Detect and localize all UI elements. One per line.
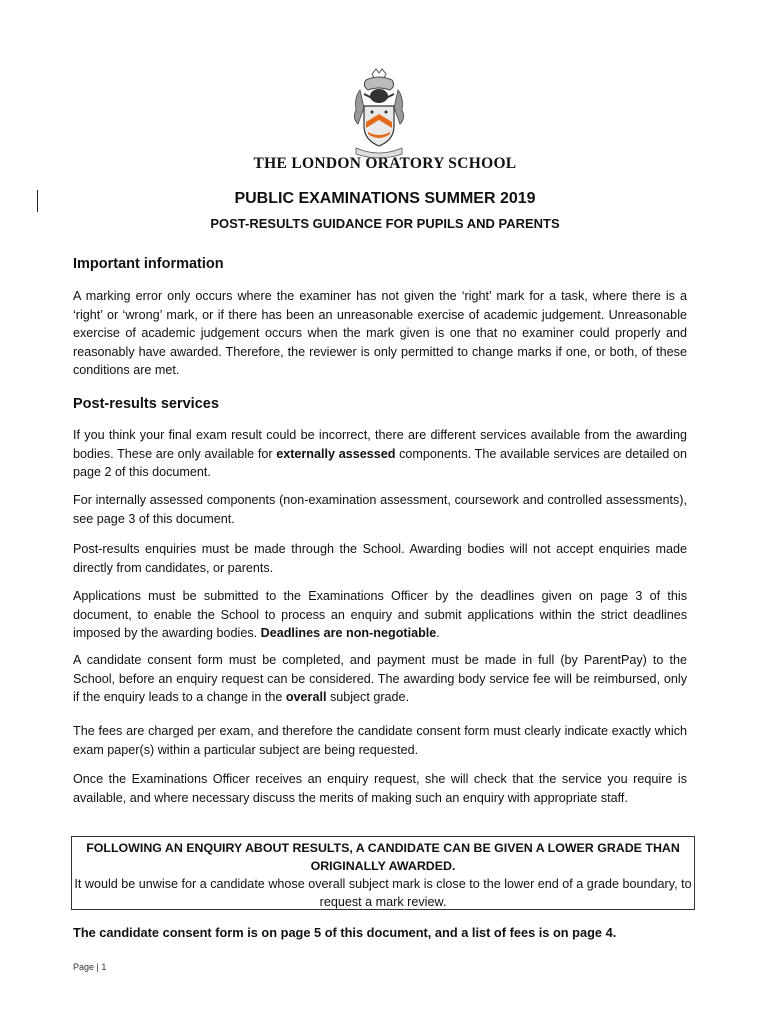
page-number: Page | 1	[73, 962, 107, 972]
services-paragraph-7: Once the Examinations Officer receives an enquiry request, she will check that the service you require is available, and where necessary discuss the merits of making such an enquiry with appropriate staff.	[73, 772, 687, 805]
services-paragraph-5: A candidate consent form must be completed, and payment must be made in full (by ParentPay) to the School, before an enquiry request can be considered. The awarding body service fee will be reimbursed, only if the enquiry leads to a change in the overall subject grade.	[73, 653, 687, 705]
services-paragraph-4: Applications must be submitted to the Examinations Officer by the deadlines given on page 3 of this document, to enable the School to process an enquiry and submit applications within the strict deadlines imposed by the awarding bodies. Deadlines are non-negotiable.	[73, 589, 687, 641]
services-paragraph-1: If you think your final exam result could be incorrect, there are different services available from the awarding bodies. These are only available for externally assessed components. The available services are detailed on page 2 of this document.	[73, 428, 688, 480]
services-paragraph-3: Post-results enquiries must be made through the School. Awarding bodies will not accept enquiries made directly from candidates, or parents.	[73, 542, 687, 575]
final-note: The candidate consent form is on page 5 of this document, and a list of fees is on page 4.	[73, 925, 617, 940]
services-paragraph-6: The fees are charged per exam, and therefore the candidate consent form must clearly indicate exactly which exam paper(s) within a particular subject are being requested.	[73, 724, 687, 757]
important-heading: Important information	[73, 256, 224, 272]
warning-notice-box	[71, 836, 695, 910]
important-paragraph: A marking error only occurs where the examiner has not given the ‘right’ mark for a task, where there is a ‘right’ or ‘wrong’ mark, or if there has been an unreasonable exercise of academic judgement. Unreasonable exercise of academic judgement occurs when the mark given is one that no examiner could properly and reasonably have awarded. Therefore, the reviewer is only permitted to change marks if one, or both, of these conditions are met.	[73, 289, 687, 378]
document-subtitle: POST-RESULTS GUIDANCE FOR PUPILS AND PARENTS	[210, 216, 560, 231]
school-crest-icon	[346, 68, 412, 160]
services-heading: Post-results services	[73, 396, 219, 412]
notice-body: It would be unwise for a candidate whose overall subject mark is close to the lower end of a grade boundary, to request a mark review.	[74, 877, 692, 909]
school-name: THE LONDON ORATORY SCHOOL	[253, 155, 517, 172]
document-title: PUBLIC EXAMINATIONS SUMMER 2019	[234, 190, 536, 207]
services-paragraph-2: For internally assessed components (non-examination assessment, coursework and controlled assessments), see page 3 of this document.	[73, 493, 687, 526]
notice-heading: FOLLOWING AN ENQUIRY ABOUT RESULTS, A CANDIDATE CAN BE GIVEN A LOWER GRADE THAN ORIGINALLY AWARDED.	[86, 841, 680, 873]
